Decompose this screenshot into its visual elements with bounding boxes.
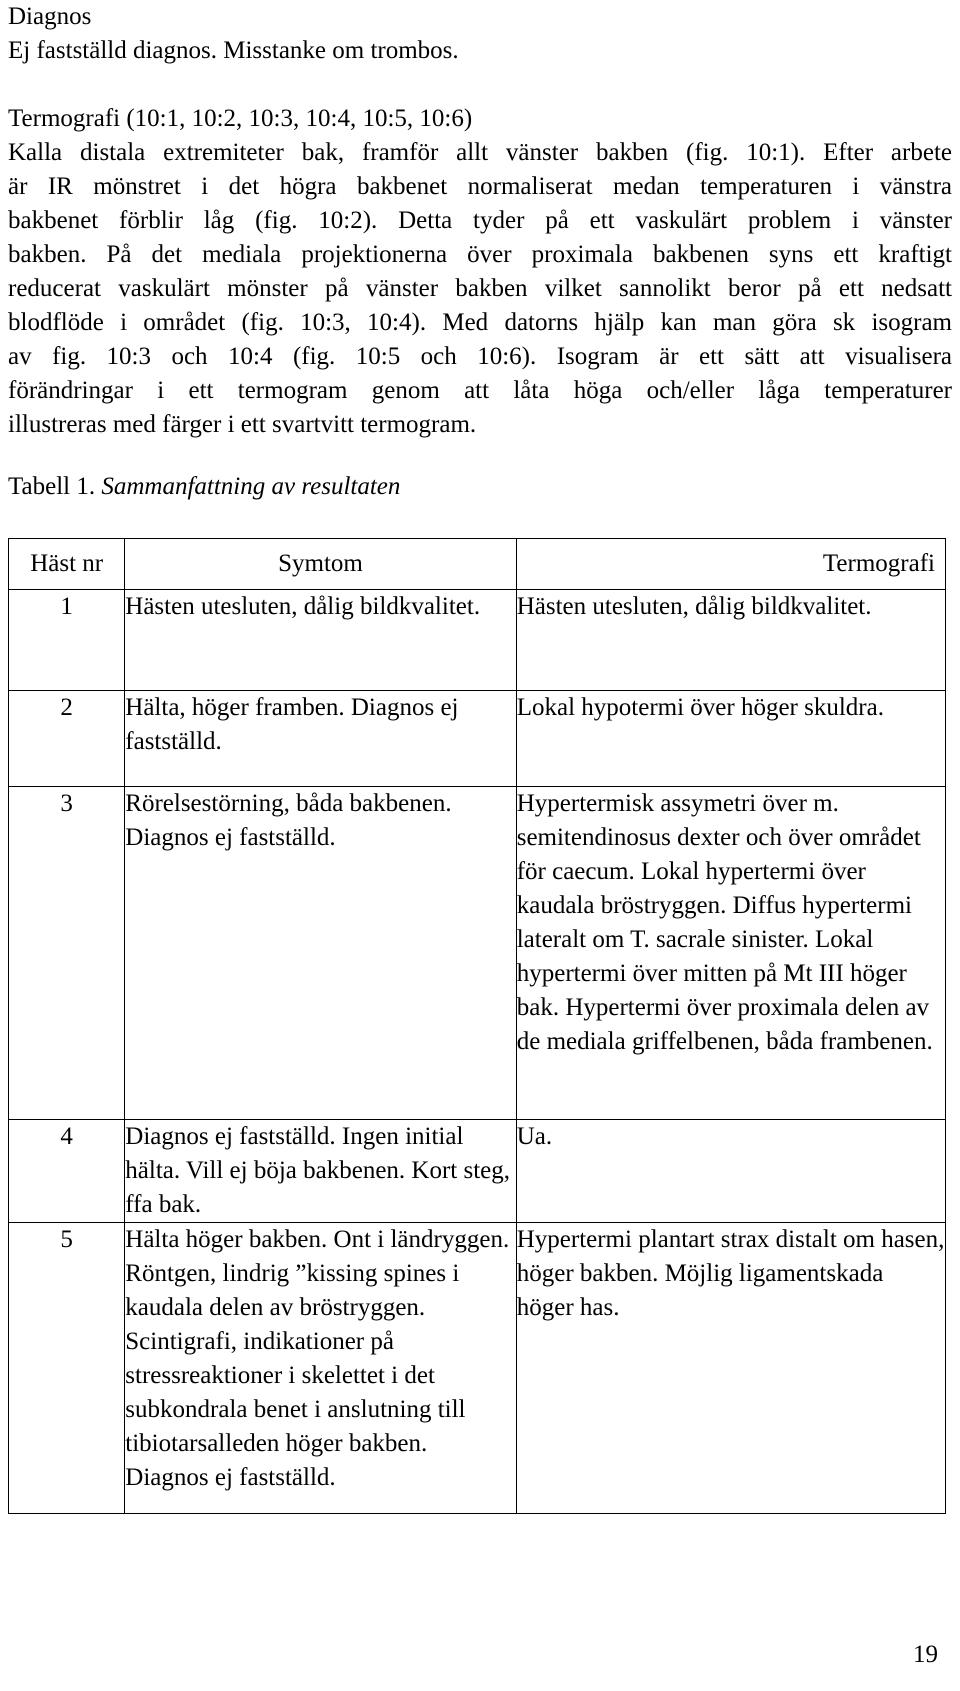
paragraph-line: Kalla distala extremiteter bak, framför allt vänster bakben (fig. 10:1). Efter arbete [8, 139, 952, 166]
paragraph-line: är IR mönstret i det högra bakbenet normaliserat medan temperaturen i vänstra [8, 173, 952, 200]
spacer [8, 68, 952, 102]
horse-nr-cell: 1 [9, 590, 125, 691]
page-number: 19 [913, 1641, 938, 1668]
symptom-cell: Rörelsestörning, båda bakbenen. Diagnos ej fastställd. [125, 787, 516, 1120]
diagnosis-text: Ej fastställd diagnos. Misstanke om trombos. [8, 37, 459, 64]
symptom-cell: Hälta höger bakben. Ont i ländryggen. Röntgen, lindrig ”kissing spines i kaudala delen av bröstryggen. Scintigrafi, indikationer på stressreaktioner i skelettet i det subkondrala benet i anslutning till tibiotarsalleden höger bakben. Diagnos ej fastställd. [125, 1223, 516, 1514]
table-row [9, 691, 946, 787]
symptom-cell: Diagnos ej fastställd. Ingen initial hälta. Vill ej böja bakbenen. Kort steg, ffa bak. [125, 1120, 516, 1223]
thermography-cell: Hästen utesluten, dålig bildkvalitet. [516, 590, 945, 691]
table-header-row [9, 539, 946, 590]
horse-nr-cell: 3 [9, 787, 125, 1120]
paragraph-line: blodflöde i området (fig. 10:3, 10:4). Med datorns hjälp kan man göra sk isogram [8, 309, 952, 336]
paragraph-line: förändringar i ett termogram genom att låta höga och/eller låga temperaturer [8, 377, 952, 404]
thermography-cell: Hypertermisk assymetri över m. semitendinosus dexter och över området för caecum. Lokal hypertermi över kaudala bröstryggen. Diffus hypertermi lateralt om T. sacrale sinister. Lokal hypertermi över mitten på Mt III höger bak. Hypertermi över proximala delen av de mediala griffelbenen, båda frambenen. [516, 787, 945, 1120]
horse-nr-cell: 2 [9, 691, 125, 787]
table-caption [8, 470, 952, 504]
thermography-cell: Lokal hypotermi över höger skuldra. [516, 691, 945, 787]
table-row [9, 787, 946, 1120]
table-caption-label: Tabell 1. [8, 473, 96, 500]
thermography-heading: Termografi (10:1, 10:2, 10:3, 10:4, 10:5, 10:6) [8, 105, 473, 132]
table-row [9, 1223, 946, 1514]
horse-nr-cell: 4 [9, 1120, 125, 1223]
table-caption-title: Sammanfattning av resultaten [101, 473, 401, 500]
paragraph-line: illustreras med färger i ett svartvitt termogram. [8, 411, 477, 438]
symptom-cell: Hälta, höger framben. Diagnos ej fastställd. [125, 691, 516, 787]
header-symptom: Symtom [125, 539, 516, 590]
document-page [8, 0, 952, 529]
diagnosis-heading: Diagnos [8, 3, 92, 30]
symptom-cell: Hästen utesluten, dålig bildkvalitet. [125, 590, 516, 691]
results-table [8, 538, 946, 1514]
table-row [9, 590, 946, 691]
horse-nr-cell: 5 [9, 1223, 125, 1514]
paragraph-line: reducerat vaskulärt mönster på vänster bakben vilket sannolikt beror på ett nedsatt [8, 275, 952, 302]
thermography-paragraph [8, 136, 952, 442]
thermography-cell: Hypertermi plantart strax distalt om hasen, höger bakben. Möjlig ligamentskada höger has. [516, 1223, 945, 1514]
table-row [9, 1120, 946, 1223]
header-horse-nr: Häst nr [9, 539, 125, 590]
paragraph-line: bakbenet förblir låg (fig. 10:2). Detta tyder på ett vaskulärt problem i vänster [8, 207, 952, 234]
thermography-cell: Ua. [516, 1120, 945, 1223]
header-thermography: Termografi [516, 539, 945, 590]
paragraph-line: bakben. På det mediala projektionerna över proximala bakbenen syns ett kraftigt [8, 241, 952, 268]
paragraph-line: av fig. 10:3 och 10:4 (fig. 10:5 och 10:6). Isogram är ett sätt att visualisera [8, 343, 952, 370]
